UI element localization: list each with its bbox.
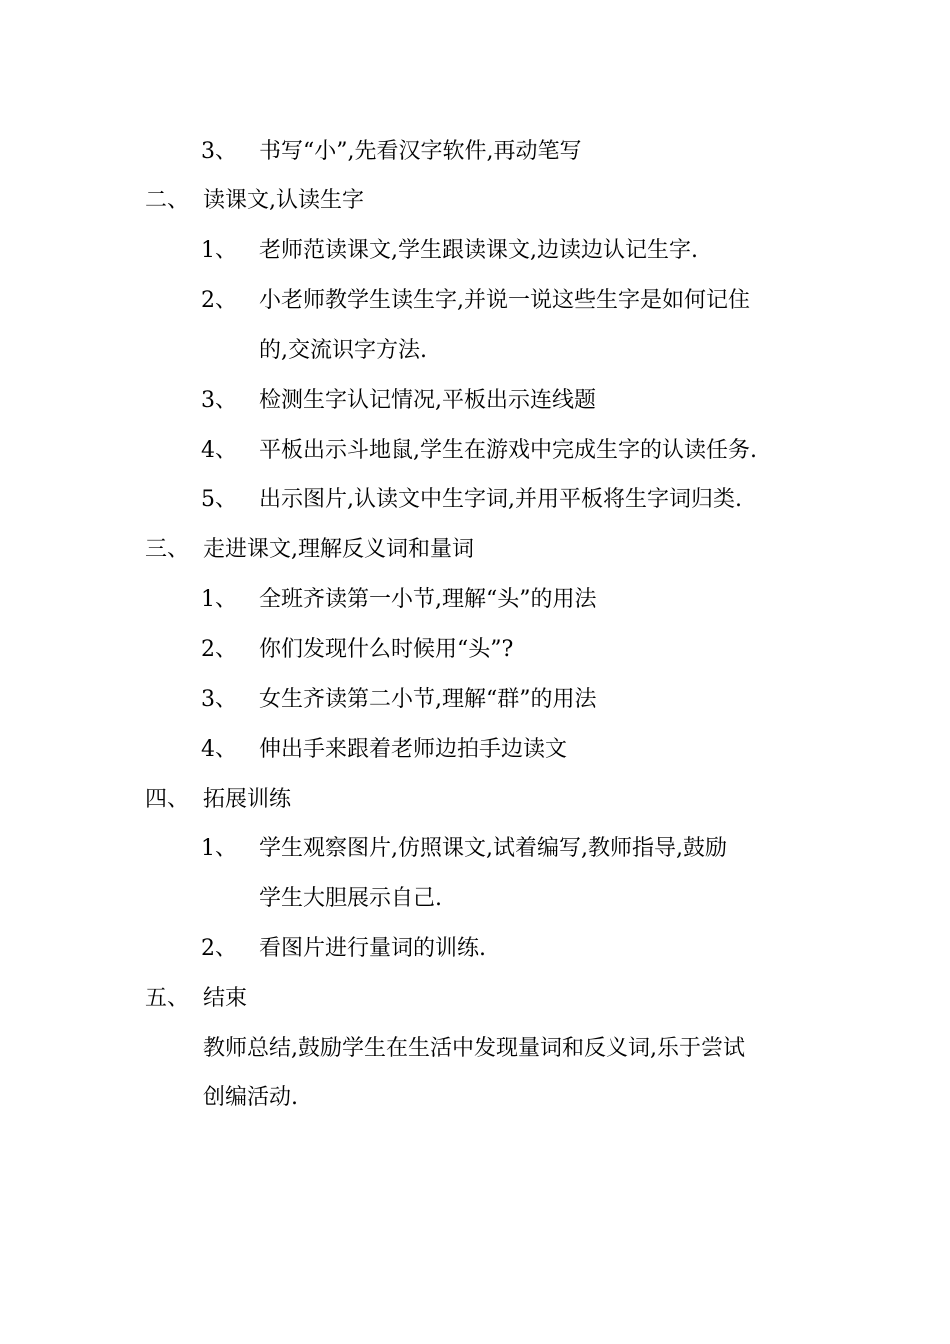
item-number: 1、 [201,836,237,861]
section-heading: 读课文,认读生字 [203,188,364,213]
section-number: 五、 [145,986,190,1011]
section-heading: 走进课文,理解反义词和量词 [203,537,474,562]
item-text-continuation: 学生大胆展示自己. [259,886,442,911]
item-number: 2、 [201,288,237,313]
paragraph-text: 教师总结,鼓励学生在生活中发现量词和反义词,乐于尝试 [203,1036,745,1061]
item-text: 出示图片,认读文中生字词,并用平板将生字词归类. [259,487,742,512]
item-number: 5、 [201,487,237,512]
section-number: 二、 [145,188,190,213]
section-heading: 拓展训练 [203,787,292,812]
item-number: 1、 [201,238,237,263]
item-text: 书写“小”,先看汉字软件,再动笔写 [259,139,582,164]
item-number: 4、 [201,737,237,762]
item-number: 3、 [201,388,237,413]
item-number: 3、 [201,687,237,712]
item-text: 学生观察图片,仿照课文,试着编写,教师指导,鼓励 [259,836,727,861]
item-text: 你们发现什么时候用“头”? [259,637,514,662]
section-heading: 结束 [203,986,248,1011]
item-text-continuation: 的,交流识字方法. [259,338,427,363]
section-number: 四、 [145,787,190,812]
section-number: 三、 [145,537,190,562]
item-number: 2、 [201,637,237,662]
item-number: 4、 [201,438,237,463]
item-text: 检测生字认记情况,平板出示连线题 [259,388,596,413]
item-number: 2、 [201,936,237,961]
item-text: 平板出示斗地鼠,学生在游戏中完成生字的认读任务. [259,438,757,463]
item-text: 伸出手来跟着老师边拍手边读文 [259,737,568,762]
paragraph-text-continuation: 创编活动. [203,1085,298,1110]
item-text: 全班齐读第一小节,理解“头”的用法 [259,587,597,612]
item-text: 看图片进行量词的训练. [259,936,486,961]
item-text: 女生齐读第二小节,理解“群”的用法 [259,687,597,712]
item-number: 1、 [201,587,237,612]
item-number: 3、 [201,139,237,164]
item-text: 老师范读课文,学生跟读课文,边读边认记生字. [259,238,698,263]
item-text: 小老师教学生读生字,并说一说这些生字是如何记住 [259,288,750,313]
